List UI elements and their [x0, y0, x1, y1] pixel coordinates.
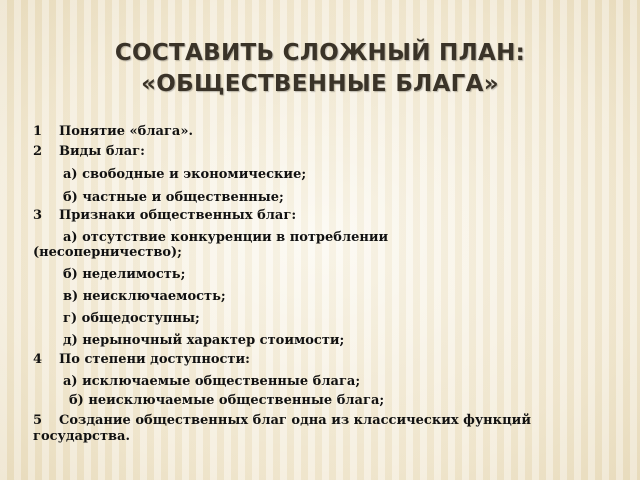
- plan-item-5-continuation: [33, 429, 130, 444]
- plan-subitem-4b: [33, 393, 384, 408]
- plan-item-2: [33, 144, 145, 159]
- item-number: 1: [33, 124, 43, 139]
- plan-subitem-2a: [33, 167, 306, 182]
- plan-subitem-3a: [33, 230, 388, 245]
- item-text: Понятие «блага».: [59, 124, 193, 139]
- subitem-text: а) свободные и экономические;: [63, 167, 307, 182]
- item-text: Признаки общественных благ:: [59, 208, 297, 223]
- item-number: 4: [33, 352, 43, 367]
- plan-item-5: [33, 413, 531, 428]
- subitem-text: б) неделимость;: [63, 267, 186, 282]
- plan-subitem-3b: [33, 267, 185, 282]
- plan-subitem-4a: [33, 374, 360, 389]
- plan-subitem-3d: [33, 311, 200, 326]
- subitem-text: д) нерыночный характер стоимости;: [63, 333, 345, 348]
- item-number: 5: [33, 413, 43, 428]
- slide-title-line-2: «ОБЩЕСТВЕННЫЕ БЛАГА»: [141, 71, 499, 97]
- item-text: Виды благ:: [59, 144, 145, 159]
- item-text: По степени доступности:: [59, 352, 250, 367]
- subitem-text: (несоперничество);: [33, 245, 182, 260]
- subitem-text: в) неисключаемость;: [63, 289, 226, 304]
- plan-item-4: [33, 352, 250, 367]
- subitem-text: а) исключаемые общественные блага;: [63, 374, 361, 389]
- subitem-text: б) неисключаемые общественные блага;: [69, 393, 385, 408]
- plan-subitem-3a-continuation: [33, 245, 182, 260]
- plan-subitem-2b: [33, 190, 284, 205]
- plan-subitem-3c: [33, 289, 226, 304]
- item-text: Создание общественных благ одна из классических функций: [59, 413, 531, 428]
- item-number: 2: [33, 144, 43, 159]
- slide-title-line-1: СОСТАВИТЬ СЛОЖНЫЙ ПЛАН:: [114, 40, 526, 66]
- plan-subitem-3e: [33, 333, 344, 348]
- subitem-text: б) частные и общественные;: [63, 190, 284, 205]
- item-number: 3: [33, 208, 43, 223]
- subitem-text: а) отсутствие конкуренции в потреблении: [63, 230, 389, 245]
- item-text: государства.: [33, 429, 131, 444]
- slide-title: [0, 38, 640, 100]
- plan-item-3: [33, 208, 296, 223]
- plan-item-1: [33, 124, 193, 139]
- subitem-text: г) общедоступны;: [63, 311, 200, 326]
